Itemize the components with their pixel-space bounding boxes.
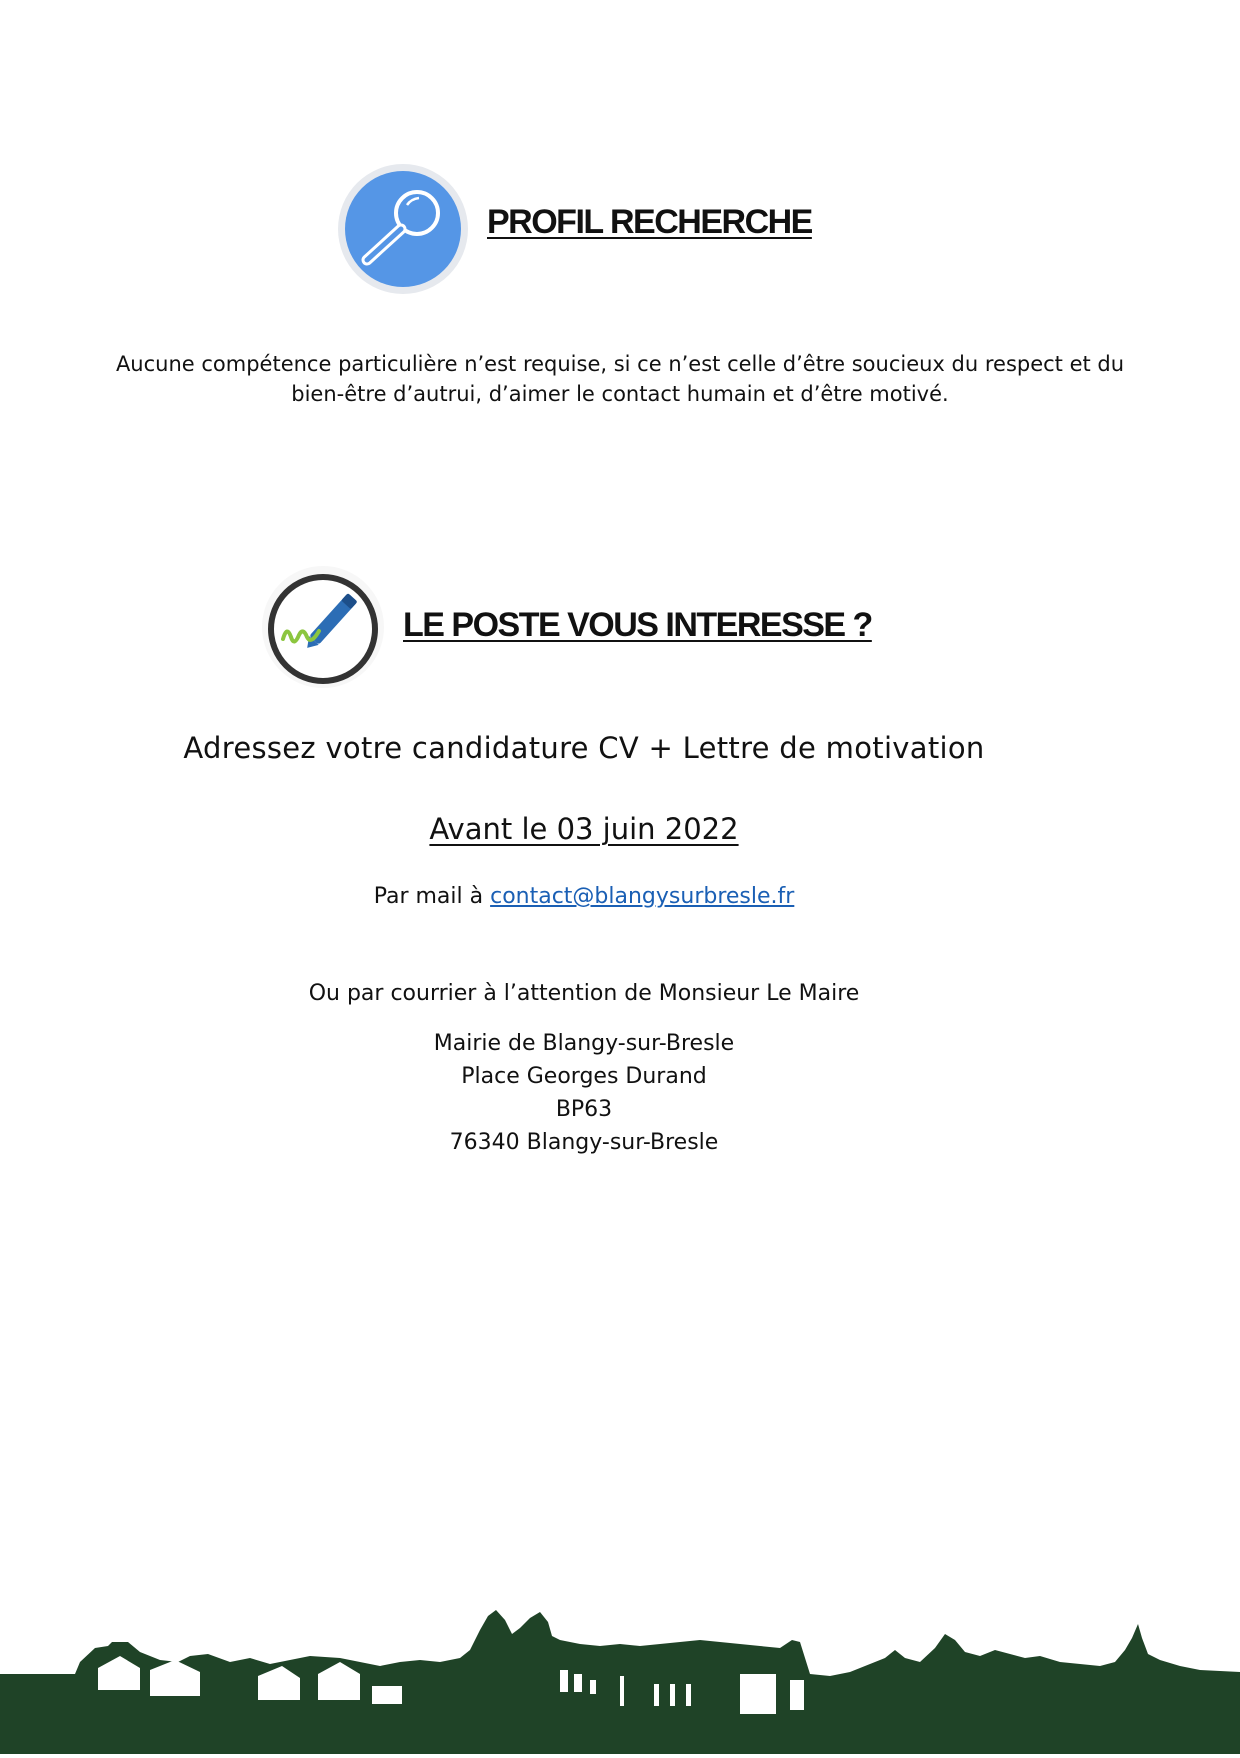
address-line-3: BP63 (555, 1097, 613, 1122)
application-deadline: Avant le 03 juin 2022 (429, 812, 739, 846)
signature-pen-icon (261, 565, 386, 690)
section-title-profil: PROFIL RECHERCHE (487, 203, 812, 241)
address-line-1: Mairie de Blangy-sur-Bresle (433, 1031, 735, 1056)
address-line-4: 76340 Blangy-sur-Bresle (449, 1130, 719, 1155)
section-title-poste: LE POSTE VOUS INTERESSE ? (403, 606, 872, 644)
town-skyline (0, 1600, 1240, 1754)
profile-description-line-1: Aucune compétence particulière n’est requise, si ce n’est celle d’être soucieux du respect et du (115, 352, 1125, 376)
postal-address (0, 1027, 1168, 1159)
mail-prefix: Par mail à (373, 884, 491, 909)
signature-badge (261, 565, 386, 690)
postal-intro: Ou par courrier à l’attention de Monsieur Le Maire (308, 981, 860, 1006)
application-instruction: Adressez votre candidature CV + Lettre de motivation (183, 731, 985, 765)
magnifier-badge (337, 163, 469, 295)
town-skyline-silhouette (0, 1600, 1240, 1754)
contact-email-link[interactable]: contact@blangysurbresle.fr (490, 884, 795, 909)
magnifier-icon (337, 163, 469, 295)
profile-description-line-2: bien-être d’autrui, d’aimer le contact humain et d’être motivé. (291, 382, 949, 406)
address-line-2: Place Georges Durand (461, 1064, 707, 1089)
mail-line (0, 884, 1168, 909)
